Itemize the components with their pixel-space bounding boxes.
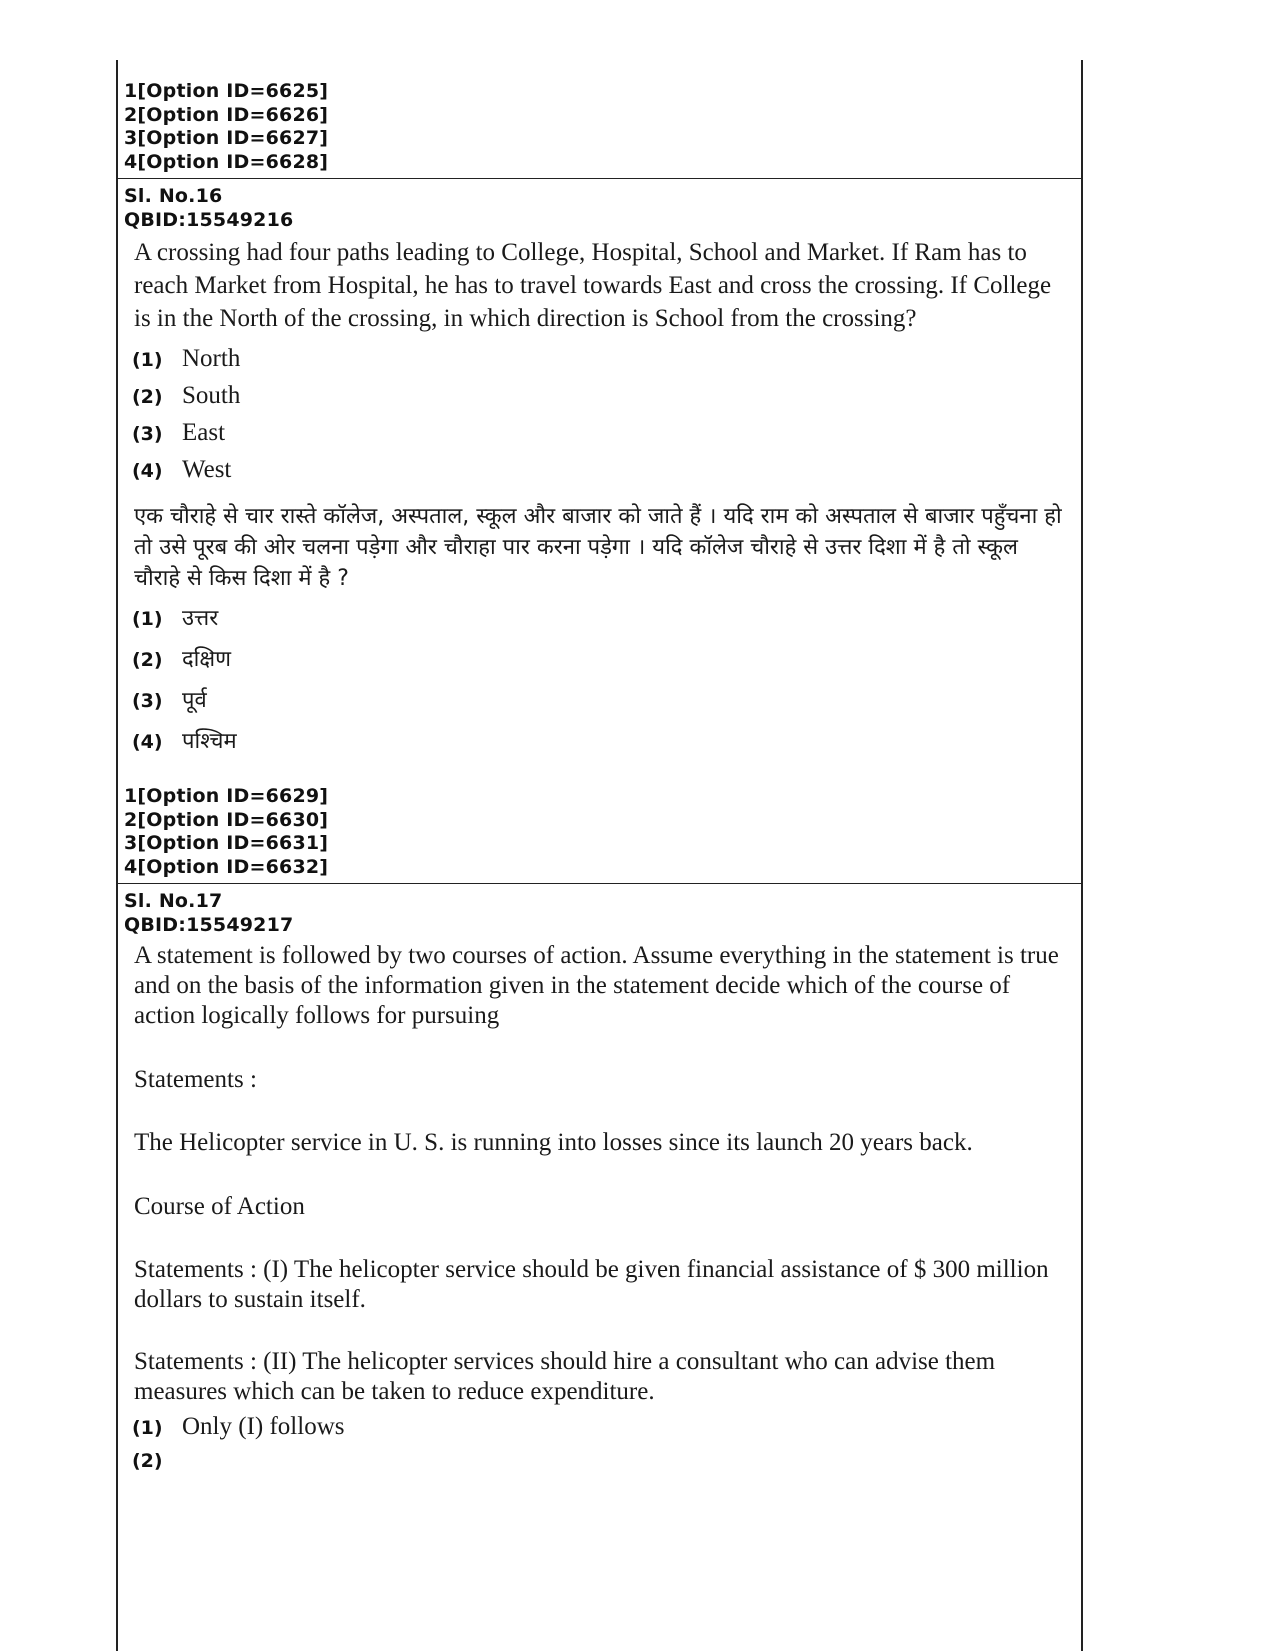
option-id-line: 3[Option ID=6631] xyxy=(124,832,329,854)
option-id-line: 1[Option ID=6629] xyxy=(124,785,329,807)
question-bank-id: QBID:15549217 xyxy=(124,913,294,936)
question-16 xyxy=(118,179,1081,884)
course-of-action-1: Statements : (I) The helicopter service should be given financial assistance of $ 300 million dollars to sustain itself. xyxy=(134,1256,1049,1313)
course-of-action-2: Statements : (II) The helicopter services should hire a consultant who can advise them measures which can be taken to reduce expenditure. xyxy=(134,1348,996,1405)
option-number: (2) xyxy=(132,649,163,671)
option-text: पश्चिम xyxy=(182,729,237,754)
question-text-hindi: एक चौराहे से चार रास्ते कॉलेज, अस्पताल, स्कूल और बाजार को जाते हैं । यदि राम को अस्पताल से बाजार पहुँचना हो तो उसे पूरब की ओर चलना पड़ेगा और चौराहा पार करना पड़ेगा । यदि कॉलेज चौराहे से उत्तर दिशा में है तो स्कूल चौराहे से किस दिशा में है ? xyxy=(134,504,1062,591)
question-text-english: A crossing had four paths leading to College, Hospital, School and Market. If Ram has to reach Market from Hospital, he has to travel towards East and cross the crossing. If College is in the North of the crossing, in which direction is School from the crossing? xyxy=(134,239,1052,332)
statement-text: The Helicopter service in U. S. is running into losses since its launch 20 years back. xyxy=(134,1129,973,1156)
option-text: Only (I) follows xyxy=(182,1413,345,1440)
serial-number: Sl. No.16 xyxy=(124,185,223,207)
option-hindi xyxy=(132,684,1081,722)
option-hindi xyxy=(132,725,1081,763)
statements-label: Statements : xyxy=(134,1066,257,1093)
option-number: (4) xyxy=(132,460,163,482)
option-english xyxy=(132,382,1081,415)
option-text: पूर्व xyxy=(182,688,207,713)
option-english xyxy=(132,456,1081,489)
option-text: South xyxy=(182,382,241,409)
option-hindi xyxy=(132,643,1081,681)
option-id-line: 2[Option ID=6626] xyxy=(124,103,329,126)
serial-number: Sl. No.17 xyxy=(124,890,223,912)
question-bank-id: QBID:15549216 xyxy=(124,208,294,231)
option-english xyxy=(132,345,1081,378)
question-intro: A statement is followed by two courses of action. Assume everything in the statement is true and on the basis of the information given in the statement decide which of the course of action logically follows for pursuing xyxy=(134,942,1059,1029)
previous-option-ids xyxy=(118,60,1081,179)
option-id-line: 4[Option ID=6628] xyxy=(124,150,329,173)
option-number: (3) xyxy=(132,423,163,445)
option-text: West xyxy=(182,456,232,483)
option-number: (1) xyxy=(132,608,163,630)
option-text: East xyxy=(182,419,226,446)
option-number: (1) xyxy=(132,349,163,371)
question-17 xyxy=(118,884,1081,1491)
option-english xyxy=(132,1413,1081,1446)
option-number: (2) xyxy=(132,1450,163,1472)
option-number: (2) xyxy=(132,386,163,408)
option-text: उत्तर xyxy=(182,606,219,631)
course-of-action-label: Course of Action xyxy=(134,1193,305,1220)
option-id-line: 3[Option ID=6627] xyxy=(124,127,329,149)
option-text: North xyxy=(182,345,241,372)
option-number: (3) xyxy=(132,690,163,712)
option-id-line: 4[Option ID=6632] xyxy=(124,855,329,878)
option-text: दक्षिण xyxy=(182,647,232,672)
option-id-list xyxy=(124,783,1081,879)
question-paper xyxy=(116,60,1083,1651)
option-english xyxy=(132,419,1081,452)
option-number: (1) xyxy=(132,1417,163,1439)
option-number: (4) xyxy=(132,731,163,753)
option-hindi xyxy=(132,602,1081,640)
option-english xyxy=(132,1450,1081,1483)
option-id-line: 1[Option ID=6625] xyxy=(124,80,329,102)
option-id-line: 2[Option ID=6630] xyxy=(124,808,329,831)
